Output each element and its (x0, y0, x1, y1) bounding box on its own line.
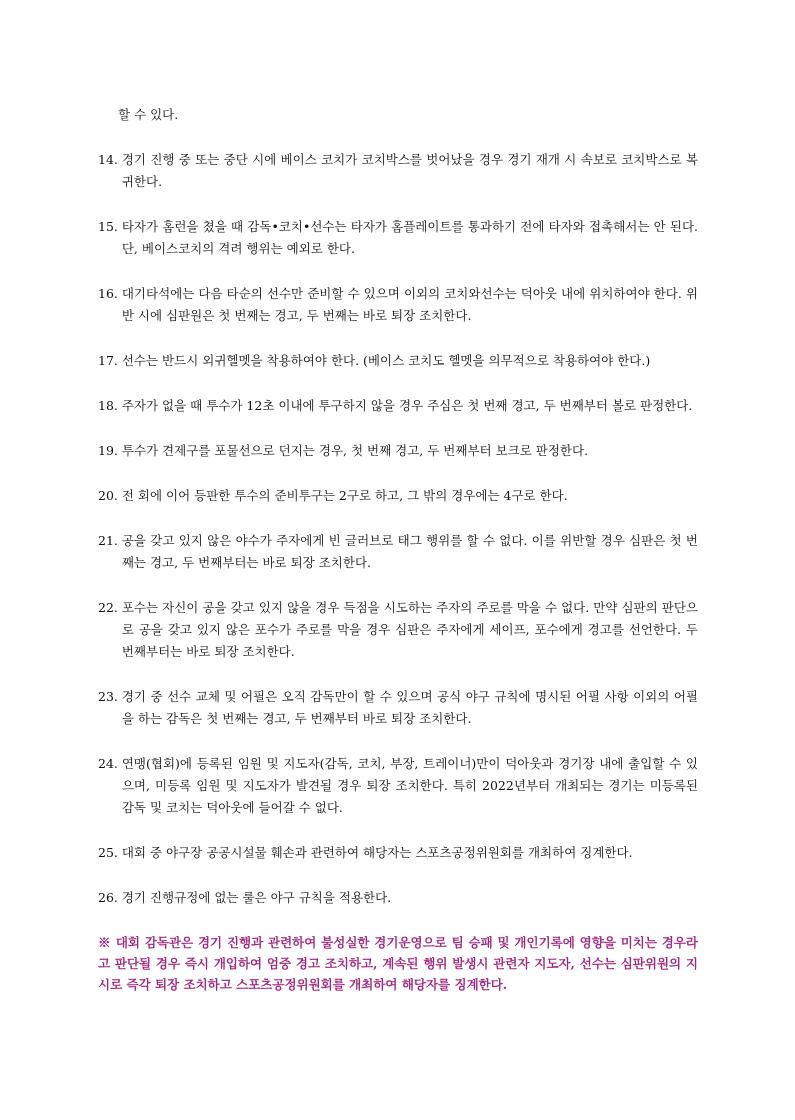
rule-number: 19. (98, 443, 122, 458)
rule-text: 포수는 자신이 공을 갖고 있지 않을 경우 득점을 시도하는 주자의 주로를 막을 수 없다. 만약 심판의 판단으로 공을 갖고 있지 않은 포수가 주로를 막을 경우 심판은 주자에게 세이프, 포수에게 경고를 선언한다. 두 번째부터는 바로 퇴장 조치한다. (121, 600, 698, 659)
rule-text: 경기 중 선수 교체 및 어필은 오직 감독만이 할 수 있으며 공식 야구 규칙에 명시된 어필 사항 이외의 어필을 하는 감독은 첫 번째는 경고, 두 번째부터 바로 퇴장 조치한다. (121, 689, 698, 726)
rule-item-21 (98, 530, 698, 574)
rule-item-20 (98, 485, 698, 507)
rule-text: 선수는 반드시 외귀헬멧을 착용하여야 한다. (베이스 코치도 헬멧을 의무적으로 착용하여야 한다.) (121, 353, 651, 368)
rule-item-17 (98, 350, 698, 372)
rule-item-22 (98, 597, 698, 663)
rule-text: 투수가 견제구를 포물선으로 던지는 경우, 첫 번째 경고, 두 번째부터 보크로 판정한다. (121, 443, 589, 458)
rule-item-14 (98, 149, 698, 193)
rule-number: 15. (98, 219, 122, 234)
rule-number: 18. (98, 398, 122, 413)
rule-item-15 (98, 216, 698, 260)
rule-text: 경기 진행 중 또는 중단 시에 베이스 코치가 코치박스를 벗어났을 경우 경기 재개 시 속보로 코치박스로 복귀한다. (121, 152, 698, 189)
rule-number: 24. (98, 756, 122, 771)
rule-number: 20. (98, 488, 122, 503)
rule-text: 공을 갖고 있지 않은 야수가 주자에게 빈 글러브로 태그 행위를 할 수 없다. 이를 위반할 경우 심판은 첫 번째는 경고, 두 번째부터는 바로 퇴장 조치한다. (121, 533, 698, 570)
rule-number: 17. (98, 353, 122, 368)
rule-item-25 (98, 842, 698, 864)
rule-text: 타자가 홈런을 쳤을 때 감독•코치•선수는 타자가 홈플레이트를 통과하기 전에 타자와 접촉해서는 안 된다. 단, 베이스코치의 격려 행위는 예외로 한다. (121, 219, 698, 256)
rule-number: 14. (98, 152, 122, 167)
rule-text: 연맹(협회)에 등록된 임원 및 지도자(감독, 코치, 부장, 트레이너)만이 덕아웃과 경기장 내에 출입할 수 있으며, 미등록 임원 및 지도자가 발견될 경우 퇴장 조치한다. 특히 2022년부터 개최되는 경기는 미등록된 감독 및 코치는 덕아웃에 들어갈 수 없다. (121, 756, 698, 815)
rule-item-23 (98, 686, 698, 730)
rule-text: 주자가 없을 때 투수가 12초 이내에 투구하지 않을 경우 주심은 첫 번째 경고, 두 번째부터 볼로 판정한다. (121, 398, 693, 413)
rule-item-26 (98, 887, 698, 909)
rule-number: 23. (98, 689, 122, 704)
rule-item-24 (98, 753, 698, 819)
rule-item-18 (98, 395, 698, 417)
rule-item-16 (98, 283, 698, 327)
rule-item-19 (98, 440, 698, 462)
rule-text: 대기타석에는 다음 타순의 선수만 준비할 수 있으며 이외의 코치와선수는 덕아웃 내에 위치하여야 한다. 위반 시에 심판원은 첫 번째는 경고, 두 번째는 바로 퇴장 조치한다. (121, 286, 698, 323)
rule-number: 16. (98, 286, 122, 301)
supervisor-notice: ※ 대회 감독관은 경기 진행과 관련하여 불성실한 경기운영으로 팀 승패 및 개인기록에 영향을 미치는 경우라고 판단될 경우 즉시 개입하여 엄중 경고 조치하고, 계속된 행위 발생시 관련자 지도자, 선수는 심판위원의 지시로 즉각 퇴장 조치하고 스포츠공정위원회를 개최하여 해당자를 징계한다. (98, 935, 698, 992)
rule-number: 22. (98, 600, 122, 615)
rule-number: 25. (98, 845, 122, 860)
rule-text: 대회 중 야구장 공공시설물 훼손과 관련하여 해당자는 스포츠공정위원회를 개최하여 징계한다. (121, 845, 633, 860)
rule-number: 26. (98, 890, 122, 905)
rules-list (98, 104, 698, 995)
rule-number: 21. (98, 533, 122, 548)
rule-text: 전 회에 이어 등판한 투수의 준비투구는 2구로 하고, 그 밖의 경우에는 4구로 한다. (121, 488, 568, 503)
rule-continuation: 할 수 있다. (118, 107, 179, 122)
rule-text: 경기 진행규정에 없는 룰은 야구 규칙을 적용한다. (121, 890, 392, 905)
